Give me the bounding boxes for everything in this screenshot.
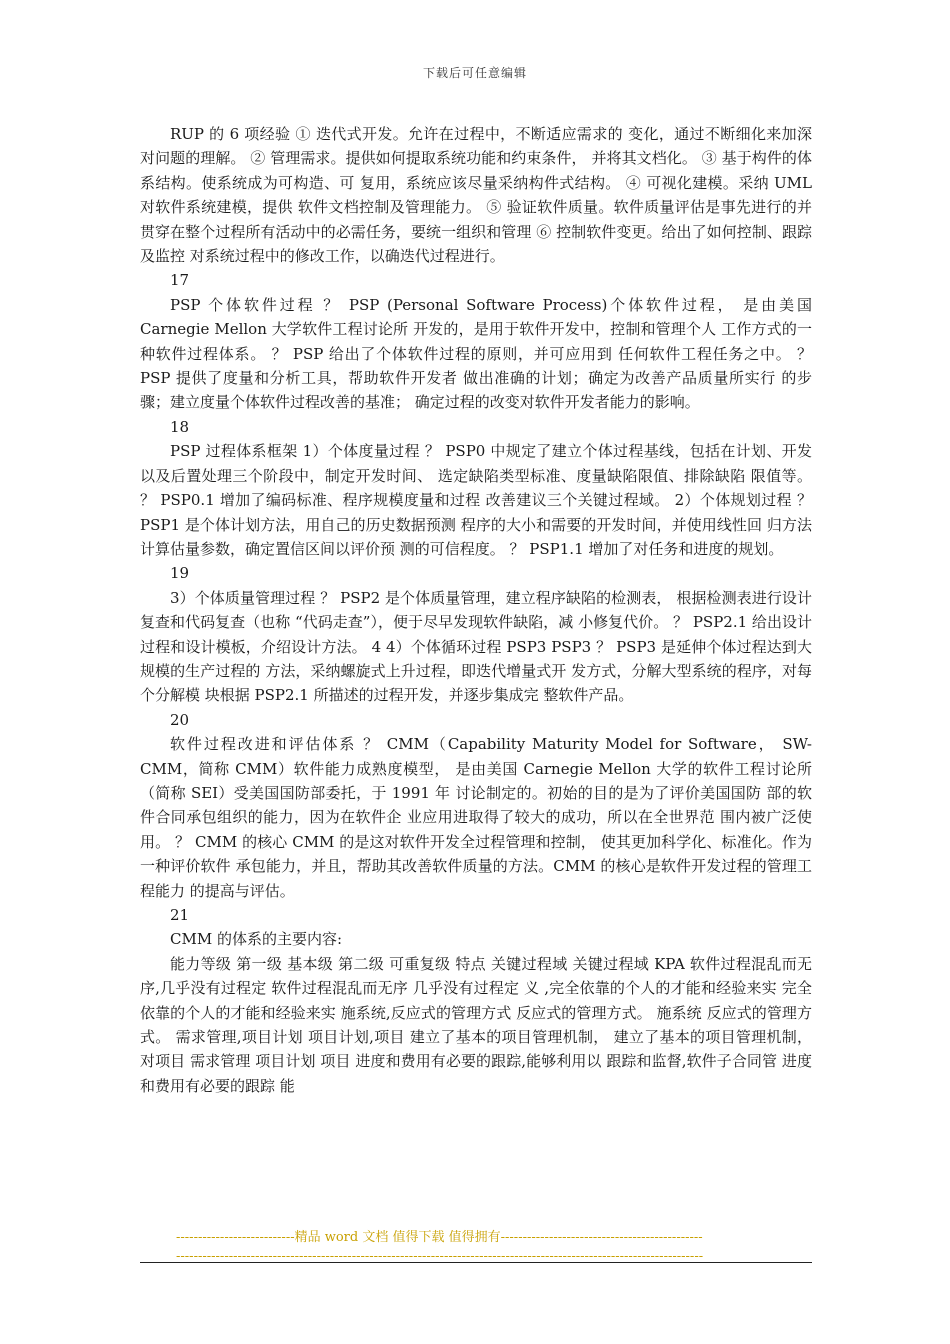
slide-number: 21: [170, 906, 190, 924]
page-header: 下载后可任意编辑: [422, 66, 527, 80]
footer-dashes: ------------------------------------------------------------------------------------------------------------------------: [176, 1249, 704, 1264]
slide-number: 18: [170, 417, 190, 436]
paragraph-psp-framework: PSP 过程体系框架 1）个体度量过程 ？ PSP0 中规定了建立个体过程基线，包括在计划、开发以及后置处理三个阶段中，制定开发时间、 选定缺陷类型标准、度量缺陷限值、排除缺陷 限值等。 ？ PSP0.1 增加了编码标准、程序规模度量和过程 改善建议三个关键过程域。 2）个体规划过程 ？ PSP1 是个体计划方法，用自己的历史数据预测 程序的大小和需要的开发时间，并使用线性回 归方法计算估量参数，确定置信区间以评价预 测的可信程度。 ？ PSP1.1 增加了对任务和进度的规划。: [140, 442, 812, 558]
slide-number: 17: [170, 271, 190, 290]
footer-banner: ---------------------------精品 word 文档 值得下载 值得拥有----------------------------------------------: [176, 1230, 703, 1245]
document-body: [140, 122, 812, 1098]
footer-rule: [140, 1262, 812, 1263]
paragraph-psp-quality: 3）个体质量管理过程 ？ PSP2 是个体质量管理，建立程序缺陷的检测表， 根据检测表进行设计复查和代码复查（也称 “代码走查”），便于尽早发现软件缺陷，减 小修复代价。 ？ PSP2.1 给出设计过程和设计模板，介绍设计方法。 4 4）个体循环过程 PSP3 PSP3 ？ PSP3 是延伸个体过程达到大规模的生产过程的 方法，采纳螺旋式上升过程，即迭代增量式开 发方式，分解大型系统的程序，对每个分解模 块根据 PSP2.1 所描述的过程开发，并逐步集成完 整软件产品。: [140, 588, 812, 705]
slide-number: 19: [170, 564, 190, 583]
paragraph-cmm: 软件过程改进和评估体系 ？ CMM（Capability Maturity Model for Software， SW-CMM，简称 CMM）软件能力成熟度模型， 是由美国 Carnegie Mellon 大学的软件工程讨论所（简称 SEI）受美国国防部委托，于 1991 年 讨论制定的。初始的目的是为了评价美国国防 部的软件合同承包组织的能力，因为在软件企 业应用进取得了较大的成功，所以在全世界范 围内被广泛使用。 ？ CMM 的核心 CMM 的是这对软件开发全过程管理和控制， 使其更加科学化、标准化。作为一种评价软件 承包能力，并且，帮助其改善软件质量的方法。CMM 的核心是软件开发过程的管理工程能力 的提高与评估。: [140, 735, 812, 900]
paragraph-cmm-levels: 能力等级 第一级 基本级 第二级 可重复级 特点 关键过程域 关键过程域 KPA 软件过程混乱而无序,几乎没有过程定 软件过程混乱而无序 几乎没有过程定 义 ,完全依靠的个人的才能和经验来实 完全依靠的个人的才能和经验来实 施系统,反应式的管理方式 反应式的管理方式。 施系统 反应式的管理方式。 需求管理,项目计划 项目计划,项目 建立了基本的项目管理机制， 建立了基本的项目管理机制， 对项目 需求管理 项目计划 项目 进度和费用有必要的跟踪,能够利用以 跟踪和监督,软件子合同管 进度和费用有必要的跟踪 能: [140, 954, 812, 1095]
paragraph-rup: RUP 的 6 项经验 ① 迭代式开发。允许在过程中，不断适应需求的 变化，通过不断细化来加深对问题的理解。 ② 管理需求。提供如何提取系统功能和约束条件， 并将其文档化。 ③ 基于构件的体系结构。使系统成为可构造、可 复用，系统应该尽量采纳构件式结构。 ④ 可视化建模。采纳 UML 对软件系统建模，提供 软件文档控制及管理能力。 ⑤ 验证软件质量。软件质量评估是事先进行的并 贯穿在整个过程所有活动中的必需任务，要统一组织和管理 ⑥ 控制软件变更。给出了如何控制、跟踪及监控 对系统过程中的修改工作，以确迭代过程进行。: [140, 125, 812, 266]
paragraph-cmm-heading: CMM 的体系的主要内容:: [170, 930, 343, 949]
slide-number: 20: [170, 710, 190, 729]
paragraph-psp: PSP 个体软件过程 ？ PSP (Personal Software Process)个体软件过程， 是由美国 Carnegie Mellon 大学软件工程讨论所 开发的，是用于软件开发中，控制和管理个人 工作方式的一种软件过程体系。 ？ PSP 给出了个体软件过程的原则，并可应用到 任何软件工程任务之中。 ？ PSP 提供了度量和分析工具，帮助软件开发者 做出准确的计划；确定为改善产品质量所实行 的步骤；建立度量个体软件过程改善的基准； 确定过程的改变对软件开发者能力的影响。: [140, 295, 812, 412]
